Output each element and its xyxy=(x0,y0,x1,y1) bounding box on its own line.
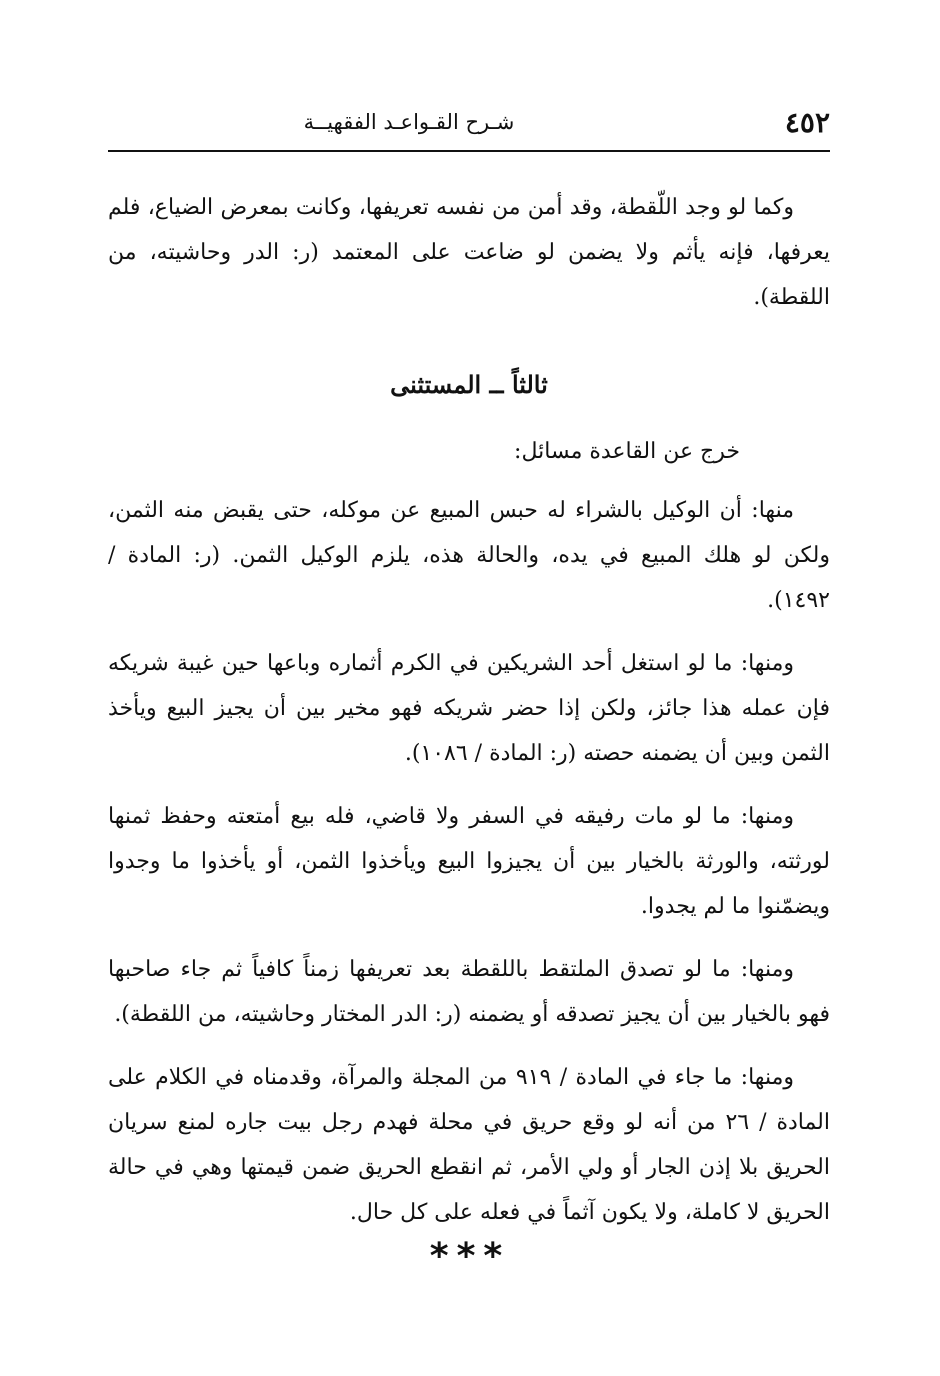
running-title: شـرح القـواعـد الفقهيــة xyxy=(303,110,515,134)
header-rule xyxy=(108,150,830,152)
paragraph-travel-companion: ومنها: ما لو مات رفيقه في السفر ولا قاضي، فله بيع أمتعته وحفظ ثمنها لورثته، والورثة بالخيار بين أن يجيزوا البيع ويأخذوا الثمن، أو يأخذوا ما وجدوا ويضمّنوا ما لم يجدوا. xyxy=(108,804,830,919)
paragraph-lost-property: وكما لو وجد اللّقطة، وقد أمن من نفسه تعريفها، وكانت بمعرض الضياع، فلم يعرفها، فإنه يأثم ولا يضمن لو ضاعت على المعتمد (ر: الدر وحاشيته، من اللقطة). xyxy=(108,195,830,310)
paragraph-finder-charity: ومنها: ما لو تصدق الملتقط باللقطة بعد تعريفها زمناً كافياً ثم جاء صاحبها فهو بالخيار بين أن يجيز تصدقه أو يضمنه (ر: الدر المختار وحاشيته، من اللقطة). xyxy=(108,957,830,1027)
section-heading: ثالثاً ــ المستثنى xyxy=(390,370,548,399)
paragraph-fire-demolition: ومنها: ما جاء في المادة / ٩١٩ من المجلة والمرآة، وقدمناه في الكلام على المادة / ٢٦ من أنه لو وقع حريق في محلة فهدم رجل بيت جاره لمنع سريان الحريق بلا إذن الجار أو ولي الأمر، ثم انقطع الحريق ضمن قيمتها وهي في حالة الحريق لا كاملة، ولا يكون آثماً في فعله على كل حال. xyxy=(108,1065,830,1225)
exceptions-intro: خرج عن القاعدة مسائل: xyxy=(514,439,740,464)
paragraph-partner-orchard: ومنها: ما لو استغل أحد الشريكين في الكرم أثماره وباعها حين غيبة شريكه فإن عمله هذا جائز، ولكن إذا حضر شريكه فهو مخير بين أن يجيز البيع ويأخذ الثمن وبين أن يضمنه حصته (ر: المادة / ١٠٨٦). xyxy=(108,651,830,766)
end-mark: *** xyxy=(429,1236,511,1277)
paragraph-agent-purchase: منها: أن الوكيل بالشراء له حبس المبيع عن موكله، حتى يقبض منه الثمن، ولكن لو هلك المبيع في يده، والحالة هذه، يلزم الوكيل الثمن. (ر: المادة / ١٤٩٢). xyxy=(108,498,830,613)
page-body xyxy=(108,185,830,1253)
page-number: ٤٥٢ xyxy=(784,106,830,139)
page-header xyxy=(108,100,830,148)
